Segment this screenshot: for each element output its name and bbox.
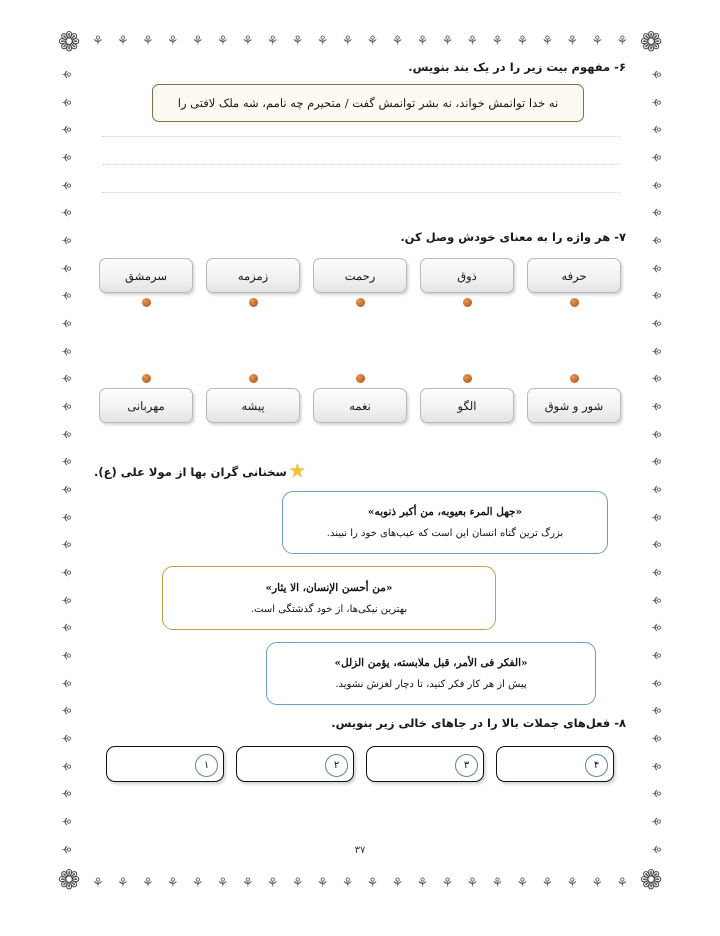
connector-dot[interactable] bbox=[570, 298, 579, 307]
word-cell[interactable] bbox=[421, 258, 513, 312]
border-ornament-right bbox=[642, 68, 668, 856]
worksheet-content bbox=[94, 54, 626, 866]
border-ornament-unit: ⚘ bbox=[647, 179, 663, 192]
border-ornament-unit: ⚘ bbox=[57, 96, 73, 108]
border-ornament-unit: ⚘ bbox=[216, 33, 229, 49]
border-ornament-unit: ⚘ bbox=[416, 33, 429, 49]
word-box[interactable] bbox=[527, 388, 621, 423]
star-icon: ★ bbox=[288, 460, 306, 482]
border-ornament-bottom bbox=[92, 870, 628, 896]
connector-dot[interactable] bbox=[356, 374, 365, 383]
border-ornament-unit: ⚘ bbox=[466, 33, 479, 49]
saying-box-2 bbox=[162, 566, 496, 630]
border-ornament-unit: ⚘ bbox=[647, 815, 663, 828]
border-ornament-unit: ⚘ bbox=[647, 594, 663, 607]
border-ornament-unit: ⚘ bbox=[57, 566, 73, 579]
word-cell[interactable] bbox=[528, 369, 620, 423]
border-ornament-unit: ⚘ bbox=[57, 539, 73, 551]
border-ornament-unit: ⚘ bbox=[647, 234, 663, 247]
border-ornament-unit: ⚘ bbox=[57, 373, 73, 385]
border-ornament-unit: ⚘ bbox=[616, 875, 628, 891]
word-box[interactable] bbox=[527, 258, 621, 293]
border-ornament-unit: ⚘ bbox=[116, 875, 129, 891]
word-cell[interactable] bbox=[314, 369, 406, 423]
border-ornament-unit: ⚘ bbox=[366, 33, 379, 49]
border-ornament-unit: ⚘ bbox=[647, 428, 663, 441]
question-8 bbox=[94, 716, 626, 782]
border-ornament-unit: ⚘ bbox=[216, 875, 229, 891]
border-ornament-unit: ⚘ bbox=[647, 622, 663, 634]
border-ornament-unit: ⚘ bbox=[291, 875, 304, 891]
saying-persian-text: پیش از هر کار فکر کنید، تا دچار لغزش نشوید. bbox=[335, 679, 527, 690]
border-ornament-unit: ⚘ bbox=[647, 68, 663, 81]
word-label: ذوق bbox=[457, 268, 477, 283]
border-ornament-unit: ⚘ bbox=[491, 875, 504, 891]
border-ornament-unit: ⚘ bbox=[441, 875, 454, 891]
border-ornament-unit: ⚘ bbox=[166, 875, 179, 891]
answer-number-badge: ۲ bbox=[325, 754, 348, 777]
corner-ornament-top-left: ❁ bbox=[57, 27, 81, 58]
connector-dot[interactable] bbox=[142, 298, 151, 307]
border-ornament-unit: ⚘ bbox=[647, 539, 663, 551]
border-ornament-unit: ⚘ bbox=[57, 649, 73, 662]
border-ornament-unit: ⚘ bbox=[647, 373, 663, 385]
border-ornament-unit: ⚘ bbox=[616, 33, 628, 49]
saying-arabic-text: «الفکر فی الأمر، قبل ملابسته، یؤمن الزلل» bbox=[334, 657, 528, 669]
border-ornament-unit: ⚘ bbox=[391, 33, 404, 49]
question-6-heading: ۶- مفهوم بیت زیر را در یک بند بنویس. bbox=[408, 60, 626, 74]
word-cell[interactable] bbox=[207, 258, 299, 312]
word-box[interactable] bbox=[420, 388, 514, 423]
border-ornament-unit: ⚘ bbox=[341, 33, 354, 49]
matching-gap bbox=[94, 312, 626, 369]
word-row-top bbox=[94, 258, 626, 312]
border-ornament-unit: ⚘ bbox=[566, 875, 579, 891]
word-box[interactable] bbox=[420, 258, 514, 293]
border-ornament-unit: ⚘ bbox=[541, 33, 554, 49]
border-ornament-unit: ⚘ bbox=[57, 317, 73, 330]
border-ornament-left bbox=[52, 68, 78, 856]
border-ornament-unit: ⚘ bbox=[647, 262, 663, 275]
border-ornament-unit: ⚘ bbox=[57, 483, 73, 496]
border-ornament-unit: ⚘ bbox=[57, 262, 73, 275]
border-ornament-unit: ⚘ bbox=[647, 649, 663, 662]
border-ornament-unit: ⚘ bbox=[57, 179, 73, 192]
connector-dot[interactable] bbox=[249, 298, 258, 307]
border-ornament-unit: ⚘ bbox=[57, 68, 73, 81]
border-ornament-unit: ⚘ bbox=[191, 33, 204, 49]
border-ornament-unit: ⚘ bbox=[166, 33, 179, 49]
answer-line[interactable] bbox=[102, 136, 620, 164]
connector-dot[interactable] bbox=[463, 374, 472, 383]
border-ornament-unit: ⚘ bbox=[57, 594, 73, 607]
border-ornament-unit: ⚘ bbox=[57, 290, 73, 302]
sayings-heading-row bbox=[94, 462, 626, 481]
question-7 bbox=[94, 230, 626, 423]
border-ornament-unit: ⚘ bbox=[647, 843, 663, 856]
word-row-bottom bbox=[94, 369, 626, 423]
border-ornament-unit: ⚘ bbox=[516, 33, 529, 49]
border-ornament-unit: ⚘ bbox=[647, 483, 663, 496]
border-ornament-unit: ⚘ bbox=[92, 875, 104, 891]
answer-line[interactable] bbox=[102, 164, 620, 192]
question-8-heading: ۸- فعل‌های جملات بالا را در جاهای خالی زیر بنویس. bbox=[331, 716, 626, 730]
connector-dot[interactable] bbox=[142, 374, 151, 383]
answer-cell[interactable] bbox=[366, 746, 484, 782]
question-7-heading: ۷- هر واژه را به معنای خودش وصل کن. bbox=[400, 230, 626, 244]
word-box[interactable] bbox=[99, 258, 193, 293]
border-ornament-unit: ⚘ bbox=[57, 124, 73, 136]
border-ornament-unit: ⚘ bbox=[57, 428, 73, 441]
word-cell[interactable] bbox=[100, 369, 192, 423]
word-cell[interactable] bbox=[421, 369, 513, 423]
border-ornament-unit: ⚘ bbox=[57, 705, 73, 717]
poem-box bbox=[152, 84, 584, 122]
border-ornament-unit: ⚘ bbox=[57, 732, 73, 745]
word-label: الگو bbox=[457, 398, 477, 413]
word-box[interactable] bbox=[313, 388, 407, 423]
border-ornament-unit: ⚘ bbox=[516, 875, 529, 891]
border-ornament-unit: ⚘ bbox=[241, 875, 254, 891]
border-ornament-unit: ⚘ bbox=[266, 875, 279, 891]
border-ornament-unit: ⚘ bbox=[241, 33, 254, 49]
word-label: نغمه bbox=[349, 398, 371, 413]
border-ornament-unit: ⚘ bbox=[57, 207, 73, 219]
border-ornament-unit: ⚘ bbox=[647, 566, 663, 579]
page-number: ۳۷ bbox=[354, 845, 366, 856]
border-ornament-unit: ⚘ bbox=[647, 677, 663, 690]
border-ornament-unit: ⚘ bbox=[57, 345, 73, 358]
border-ornament-unit: ⚘ bbox=[116, 33, 129, 49]
border-ornament-unit: ⚘ bbox=[647, 732, 663, 745]
saying-arabic-text: «من أحسن الإنسان، الا یثار» bbox=[265, 581, 393, 594]
word-label: زمزمه bbox=[237, 268, 269, 283]
border-ornament-unit: ⚘ bbox=[57, 760, 73, 773]
border-ornament-unit: ⚘ bbox=[57, 677, 73, 690]
border-ornament-unit: ⚘ bbox=[57, 843, 73, 856]
border-ornament-unit: ⚘ bbox=[491, 33, 504, 49]
border-ornament-unit: ⚘ bbox=[57, 511, 73, 524]
border-ornament-unit: ⚘ bbox=[316, 875, 329, 891]
border-ornament-unit: ⚘ bbox=[92, 33, 104, 49]
saying-persian-text: بزرگ ترین گناه انسان این است که عیب‌های خود را نبیند. bbox=[326, 528, 564, 539]
answer-cell[interactable] bbox=[106, 746, 224, 782]
corner-ornament-bottom-right: ❁ bbox=[639, 865, 663, 896]
word-box[interactable] bbox=[206, 388, 300, 423]
border-ornament-unit: ⚘ bbox=[291, 33, 304, 49]
border-ornament-unit: ⚘ bbox=[57, 400, 73, 413]
word-cell[interactable] bbox=[528, 258, 620, 312]
saying-box-3 bbox=[266, 642, 596, 705]
word-label: رحمت bbox=[344, 268, 376, 283]
border-ornament-unit: ⚘ bbox=[647, 705, 663, 717]
border-ornament-unit: ⚘ bbox=[191, 875, 204, 891]
border-ornament-unit: ⚘ bbox=[391, 875, 404, 891]
saying-arabic-text: «جهل المرء بعیوبه، من أکبر ذنوبه» bbox=[367, 506, 523, 518]
answer-lines-group bbox=[102, 136, 620, 220]
connector-dot[interactable] bbox=[463, 298, 472, 307]
border-ornament-unit: ⚘ bbox=[647, 400, 663, 413]
border-ornament-unit: ⚘ bbox=[366, 875, 379, 891]
word-label: سرمشق bbox=[125, 268, 167, 283]
border-ornament-unit: ⚘ bbox=[141, 875, 154, 891]
sayings-heading: سخنانی گران بها از مولا علی (ع). bbox=[94, 464, 287, 479]
border-ornament-unit: ⚘ bbox=[57, 622, 73, 634]
connector-dot[interactable] bbox=[570, 374, 579, 383]
border-ornament-unit: ⚘ bbox=[57, 815, 73, 828]
border-ornament-unit: ⚘ bbox=[591, 875, 604, 891]
answer-cell[interactable] bbox=[236, 746, 354, 782]
border-ornament-unit: ⚘ bbox=[647, 96, 663, 108]
poem-text: نه خدا توانمش خواند، نه بشر توانمش گفت / متحیرم چه نامم، شه ملک لافتی را bbox=[177, 96, 559, 110]
word-box[interactable] bbox=[313, 258, 407, 293]
border-ornament-unit: ⚘ bbox=[647, 345, 663, 358]
connector-dot[interactable] bbox=[356, 298, 365, 307]
word-box[interactable] bbox=[99, 388, 193, 423]
corner-ornament-bottom-left: ❁ bbox=[57, 865, 81, 896]
border-ornament-unit: ⚘ bbox=[647, 760, 663, 773]
answer-number-badge: ۳ bbox=[455, 754, 478, 777]
saying-box-1 bbox=[282, 491, 608, 554]
word-label: حرفه bbox=[561, 268, 587, 283]
border-ornament-unit: ⚘ bbox=[647, 317, 663, 330]
border-ornament-unit: ⚘ bbox=[647, 788, 663, 800]
border-ornament-unit: ⚘ bbox=[57, 788, 73, 800]
word-box[interactable] bbox=[206, 258, 300, 293]
answer-cell[interactable] bbox=[496, 746, 614, 782]
word-cell[interactable] bbox=[314, 258, 406, 312]
saying-persian-text: بهترین نیکی‌ها، از خود گذشتگی است. bbox=[250, 603, 408, 615]
border-ornament-unit: ⚘ bbox=[647, 511, 663, 524]
border-ornament-unit: ⚘ bbox=[57, 234, 73, 247]
border-ornament-unit: ⚘ bbox=[591, 33, 604, 49]
question-6 bbox=[94, 60, 626, 220]
border-ornament-unit: ⚘ bbox=[466, 875, 479, 891]
word-label: پیشه bbox=[241, 398, 265, 413]
border-ornament-unit: ⚘ bbox=[647, 151, 663, 164]
border-ornament-unit: ⚘ bbox=[541, 875, 554, 891]
answer-number-badge: ۱ bbox=[195, 754, 218, 777]
border-ornament-unit: ⚘ bbox=[341, 875, 354, 891]
word-label: مهربانی bbox=[127, 398, 165, 413]
border-ornament-unit: ⚘ bbox=[266, 33, 279, 49]
border-ornament-unit: ⚘ bbox=[566, 33, 579, 49]
border-ornament-unit: ⚘ bbox=[647, 456, 663, 468]
border-ornament-unit: ⚘ bbox=[647, 290, 663, 302]
word-cell[interactable] bbox=[100, 258, 192, 312]
answer-number-badge: ۴ bbox=[585, 754, 608, 777]
border-ornament-unit: ⚘ bbox=[647, 207, 663, 219]
word-label: شور و شوق bbox=[544, 398, 604, 413]
page-sheet bbox=[36, 12, 684, 912]
border-ornament-unit: ⚘ bbox=[141, 33, 154, 49]
answer-line[interactable] bbox=[102, 192, 620, 220]
border-ornament-unit: ⚘ bbox=[416, 875, 429, 891]
border-ornament-unit: ⚘ bbox=[647, 124, 663, 136]
border-ornament-unit: ⚘ bbox=[57, 151, 73, 164]
border-ornament-unit: ⚘ bbox=[57, 456, 73, 468]
border-ornament-unit: ⚘ bbox=[441, 33, 454, 49]
answer-boxes-row bbox=[94, 746, 626, 782]
corner-ornament-top-right: ❁ bbox=[639, 27, 663, 58]
word-cell[interactable] bbox=[207, 369, 299, 423]
border-ornament-unit: ⚘ bbox=[316, 33, 329, 49]
connector-dot[interactable] bbox=[249, 374, 258, 383]
border-ornament-top bbox=[92, 28, 628, 54]
